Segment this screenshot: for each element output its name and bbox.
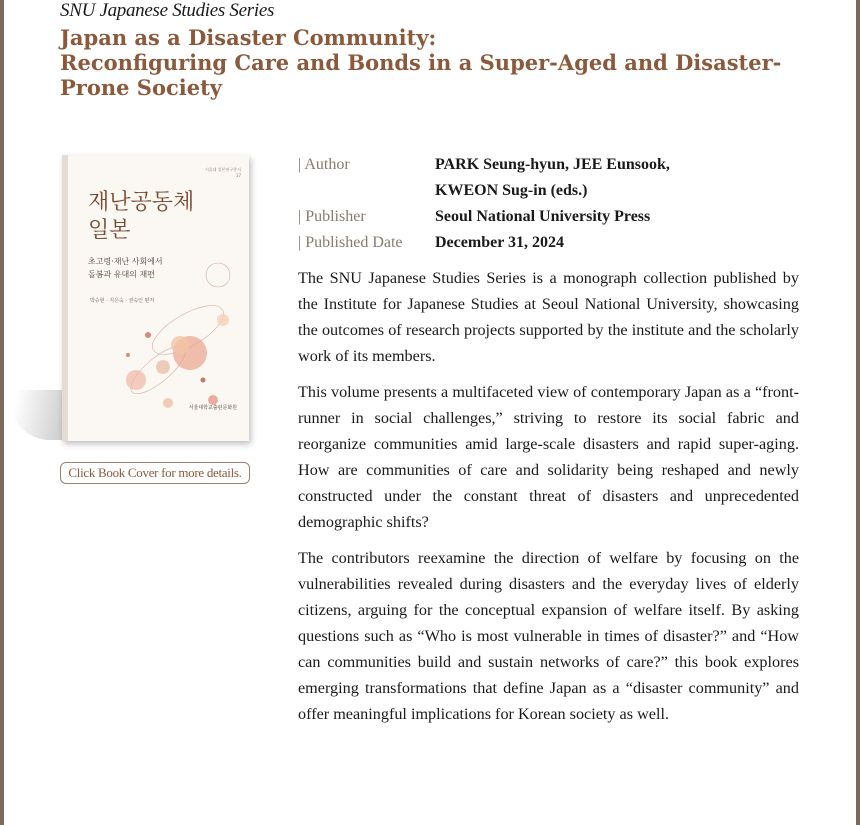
date-row (298, 230, 670, 256)
author-row-cont (298, 178, 670, 204)
cover-series-label: 서울대 일본연구총서 17 (204, 167, 241, 178)
book-cover-link[interactable] (10, 150, 260, 450)
date-label: | Published Date (298, 234, 403, 251)
cover-authors: 박승현 · 지은숙 · 권숙인 편저 (90, 298, 155, 304)
series-name: SNU Japanese Studies Series (60, 0, 275, 21)
description-paragraph-3: The contributors reexamine the direction of welfare by focusing on the vulnerabilities revealed during disasters and the everyday lives of elderly citizens, arguing for the conceptual expansion of welfare itself. By asking questions such as “Who is most vulnerable in times of disaster?” and “How can communities build and sustain networks of care?” this book explores emerging transformations that define Japan as a “disaster community” and offer meaningful implications for Korean society as well. (298, 549, 799, 723)
publisher-row (298, 204, 670, 230)
cover-title: 재난공동체 일본 (88, 190, 195, 243)
date-value: December 31, 2024 (435, 234, 564, 251)
cover-publisher: 서울대학교출판문화원 (188, 405, 237, 411)
title-line-3: Prone Society (60, 75, 223, 100)
publisher-label: | Publisher (298, 208, 366, 225)
cover-subtitle: 초고령·재난 사회에서 돌봄과 유대의 재편 (88, 257, 163, 279)
description-paragraph-2: This volume presents a multifaceted view of contemporary Japan as a “front-runner in social challenges,” striving to restore its social fabric and reorganize communities amid large-scale disasters and rapid super-aging. How are communities of care and solidarity being reshaped and newly constructed under the constant threat of disasters and unprecedented demographic shifts? (298, 383, 799, 531)
author-row (298, 152, 670, 178)
author-value-line-1: PARK Seung-hyun, JEE Eunsook, (435, 156, 670, 173)
publisher-value: Seoul National University Press (435, 208, 651, 225)
cover-shadow (10, 390, 70, 440)
author-value-line-2: KWEON Sug-in (eds.) (435, 182, 588, 199)
page-frame-left (0, 0, 4, 825)
book-metadata (298, 152, 670, 256)
description-paragraph-1: The SNU Japanese Studies Series is a monograph collection published by the Institute for Japanese Studies at Seoul National University, showcasing the outcomes of research projects supported by the institute and the scholarly work of its members. (298, 269, 799, 365)
book-cover-details-button[interactable]: Click Book Cover for more details. (60, 462, 250, 484)
book-description (298, 265, 799, 737)
page-frame-right (856, 0, 860, 825)
title-line-2: Reconfiguring Care and Bonds in a Super-Aged and Disaster- (60, 50, 782, 75)
book-cover-image[interactable] (62, 155, 249, 441)
title-line-1: Japan as a Disaster Community: (60, 25, 437, 50)
page-title (60, 25, 820, 100)
author-label: | Author (298, 156, 350, 173)
